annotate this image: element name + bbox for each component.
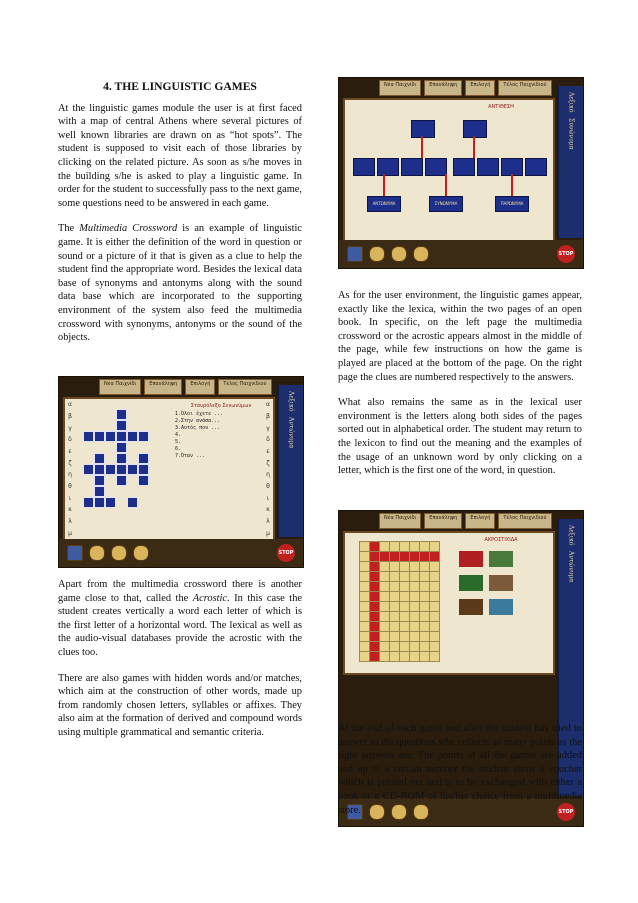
crossword-cell[interactable] [138, 431, 149, 442]
right-column [338, 289, 582, 490]
tab-new-game[interactable]: Νέα Παιχνίδι [379, 513, 421, 529]
crossword-cell[interactable] [138, 475, 149, 486]
book-spine[interactable] [277, 385, 303, 537]
tree-node[interactable] [401, 158, 423, 176]
tree-node[interactable] [353, 158, 375, 176]
clue-picture[interactable] [489, 551, 513, 567]
crossword-cell[interactable] [105, 497, 116, 508]
letter[interactable]: γ [266, 424, 270, 432]
tree-node[interactable] [411, 120, 435, 138]
letter[interactable]: γ [68, 424, 72, 432]
paragraph-user-environment: As for the user environment, the linguistic games appear, exactly like the lexica, within the two pages of an open book. In specific, on the left page the multimedia crossword or the acrostic appears almost in the middle of the page, while few instructions on how the game is played are placed at the bottom of the page. On the right page the clues are numbered respectively to the answers. [338, 290, 582, 383]
tree-node[interactable] [463, 120, 487, 138]
crossword-cell[interactable] [116, 442, 127, 453]
crossword-cell[interactable] [83, 497, 94, 508]
alphabet-right[interactable] [263, 399, 273, 539]
audio-icon[interactable] [133, 545, 149, 561]
left-page [345, 533, 451, 673]
crossword-cell[interactable] [94, 453, 105, 464]
paragraph-points: At the end of each game and after the student has tried to answer to the questions s/he collects as many points as the right answers are. The points of all the games are added and up to a certain number the student earns a voucher which is printed out and is to be exchanged with either a book or a CD-ROM of his/her choice from a multimedia store. [338, 723, 582, 816]
help-icon[interactable] [369, 246, 385, 262]
letter[interactable]: δ [68, 436, 72, 444]
crossword-cell[interactable] [116, 475, 127, 486]
spine-label: Λεξικό [567, 525, 575, 546]
letter[interactable]: η [266, 471, 270, 479]
letter[interactable]: ι [266, 494, 270, 502]
help-icon[interactable] [89, 545, 105, 561]
paragraph-acrostic: Apart from the multimedia crossword there is another game close to that, called the Acrostic. In this case the student creates vertically a word each letter of which is the first letter of a horizontal word. The lexical as well as the audio-visual databases provide the acrostic with the clues too. [58, 579, 303, 658]
clue-picture[interactable] [459, 575, 483, 591]
crossword-cell[interactable] [127, 431, 138, 442]
clue: 5. [175, 439, 182, 445]
tree-leaf-label: ΠΑΡΩΝΥΜΑ [500, 201, 524, 206]
clue-picture-flag[interactable] [459, 551, 483, 567]
crossword-title: Σταυρόλεξο Συνωνύμων [190, 403, 252, 409]
paragraph-crossword [58, 222, 302, 344]
alphabet-left[interactable] [65, 399, 75, 539]
open-book [63, 397, 275, 541]
right-page [449, 533, 553, 673]
letter[interactable]: β [68, 412, 72, 420]
game-toolbar [59, 539, 303, 567]
letter[interactable]: ι [68, 494, 72, 502]
letter[interactable]: ε [266, 447, 270, 455]
tab-new-game[interactable]: Νέα Παιχνίδι [99, 379, 141, 395]
tab-end-game[interactable]: Τέλος Παιχνιδιού [498, 513, 551, 529]
acrostic-cell[interactable] [429, 651, 440, 662]
tree-node[interactable] [525, 158, 547, 176]
letter[interactable]: κ [266, 506, 270, 514]
spine-label: Συνώνυμα [567, 118, 575, 151]
screen-tabs [379, 513, 552, 529]
italic-term: Multimedia Crossword [79, 223, 178, 235]
letter[interactable]: μ [266, 529, 270, 537]
paragraph-hidden-words: There are also games with hidden words and/or matches, which aim at the construction of other words, made up from randomly chosen letters, syllables or affixes. They also aim at the formation of derived and compound words using multiple grammatical and semantic criteria. [58, 672, 302, 738]
tree-connector [511, 174, 513, 198]
right-column-lower [338, 722, 582, 829]
spine-label: Λεξικό [567, 92, 575, 113]
open-book [343, 531, 555, 675]
crossword-cell[interactable] [116, 420, 127, 431]
section-title: 4. THE LINGUISTIC GAMES [103, 80, 257, 93]
stop-button[interactable]: STOP [557, 803, 575, 821]
open-book [343, 98, 555, 242]
paragraph-letters: What also remains the same as in the lexical user environment is the letters along both sides of the pages sorted out in alphabetical order. The student may return to the lexicon to find out the meaning and the examples of the usage of an unknown word by only clicking on a letter, which is the first one of the word, in question. [338, 397, 582, 477]
tab-repeat[interactable]: Επανάληψη [424, 80, 462, 96]
tree-title: ΑΝΤΙΘΕΣΗ [488, 104, 514, 110]
letter[interactable]: β [266, 412, 270, 420]
crossword-cell[interactable] [138, 464, 149, 475]
paragraph-crossword-text: The Multimedia Crossword is an example of linguistic game. It is either the definition of the word in question or sound or a picture of it that is given as a clue to help the student find the appropriate word. Besides the lexical data base of synonyms and antonyms along with the sound data base which are incorporated to the supporting environment of the system also feed the multimedia crossword with synonyms, antonyms or the sound of the objects. [58, 223, 302, 344]
crossword-cell[interactable] [105, 431, 116, 442]
paragraph-intro: At the linguistic games module the user is at first faced with a map of central Athens where several pictures of well known libraries are drawn on as “hot spots”. The student is supposed to visit each of those libraries by clicking on the related picture. As soon as s/he moves in the building s/he is asked to play a linguistic game. In order for the student to successfully pass to the next game, some questions need to be answered in each game. [58, 102, 302, 209]
letter[interactable]: θ [68, 482, 72, 490]
tree-leaf[interactable] [367, 196, 401, 212]
audio-icon[interactable] [413, 246, 429, 262]
clue: 3.Αυτός που ... [175, 425, 221, 431]
clue-picture-flag[interactable] [489, 599, 513, 615]
clue-picture[interactable] [489, 575, 513, 591]
spine-label: Αντώνυμα [567, 551, 575, 583]
crossword-screenshot [58, 376, 304, 568]
crossword-cell[interactable] [94, 431, 105, 442]
crossword-cell[interactable] [116, 431, 127, 442]
clue: 7.Όταν ... [175, 453, 206, 459]
letter[interactable]: η [68, 471, 72, 479]
screen-tabs [379, 80, 552, 96]
library-icon[interactable] [347, 246, 363, 262]
clue: 6. [175, 446, 182, 452]
crossword-cell[interactable] [83, 464, 94, 475]
screen-tabs [99, 379, 272, 395]
letter[interactable]: α [68, 401, 72, 409]
clue-list [169, 409, 273, 460]
book-spine[interactable] [557, 86, 583, 238]
tree-node[interactable] [477, 158, 499, 176]
tab-end-game[interactable]: Τέλος Παιχνιδιού [498, 80, 551, 96]
crossword-cell[interactable] [94, 475, 105, 486]
spine-label: Αντώνυμα [287, 417, 295, 449]
crossword-cell[interactable] [116, 464, 127, 475]
crossword-cell[interactable] [127, 464, 138, 475]
crossword-cell[interactable] [94, 486, 105, 497]
letter[interactable]: ζ [266, 459, 270, 467]
crossword-cell[interactable] [83, 431, 94, 442]
letter[interactable]: δ [266, 436, 270, 444]
clue-picture[interactable] [459, 599, 483, 615]
tree-node[interactable] [453, 158, 475, 176]
tree-connector [383, 174, 385, 198]
tab-repeat[interactable]: Επανάληψη [144, 379, 182, 395]
left-column-lower [58, 578, 302, 752]
tree-leaf[interactable] [429, 196, 463, 212]
crossword-cell[interactable] [94, 464, 105, 475]
clue: 2.Στην ανάσα... [175, 418, 221, 424]
crossword-cell[interactable] [138, 453, 149, 464]
crossword-grid[interactable] [83, 409, 163, 529]
acrostic-grid[interactable] [359, 541, 439, 661]
tree-leaf[interactable] [495, 196, 529, 212]
game-toolbar [339, 240, 583, 268]
crossword-cell[interactable] [116, 453, 127, 464]
notes-icon[interactable] [391, 246, 407, 262]
crossword-cell[interactable] [127, 497, 138, 508]
left-page [65, 399, 171, 539]
letter[interactable]: λ [266, 517, 270, 525]
tree-connector [473, 136, 475, 160]
clue: 4. [175, 432, 182, 438]
letter[interactable]: α [266, 401, 270, 409]
letter[interactable]: ε [68, 447, 72, 455]
tab-choice[interactable]: Επιλογή [185, 379, 215, 395]
notes-icon[interactable] [111, 545, 127, 561]
letter[interactable]: κ [68, 506, 72, 514]
spine-label: Λεξικό [287, 391, 295, 412]
crossword-cell[interactable] [116, 409, 127, 420]
tab-end-game[interactable]: Τέλος Παιχνιδιού [218, 379, 271, 395]
stop-button[interactable]: STOP [277, 544, 295, 562]
crossword-cell[interactable] [105, 464, 116, 475]
tree-connector [445, 174, 447, 198]
letter[interactable]: μ [68, 529, 72, 537]
tab-choice[interactable]: Επιλογή [465, 80, 495, 96]
right-page [169, 399, 273, 539]
italic-term: Acrostic [192, 592, 228, 604]
stop-button[interactable]: STOP [557, 245, 575, 263]
letter[interactable]: λ [68, 517, 72, 525]
clue: 1.Όλοι έχετε ... [175, 411, 224, 417]
antonym-tree-screenshot [338, 77, 584, 269]
left-column [58, 80, 302, 357]
letter[interactable]: ζ [68, 459, 72, 467]
tab-choice[interactable]: Επιλογή [465, 513, 495, 529]
acrostic-title: ΑΚΡΟΣΤΙΧΙΔΑ [484, 537, 518, 543]
tree-leaf-label: ΣΥΝΩΝΥΜΑ [434, 201, 458, 206]
crossword-cell[interactable] [94, 497, 105, 508]
tab-repeat[interactable]: Επανάληψη [424, 513, 462, 529]
library-icon[interactable] [67, 545, 83, 561]
tree-leaf-label: ΑΝΤΩΝΥΜΑ [372, 201, 396, 206]
tree-connector [421, 136, 423, 160]
letter[interactable]: θ [266, 482, 270, 490]
tree-node[interactable] [377, 158, 399, 176]
tab-new-game[interactable]: Νέα Παιχνίδι [379, 80, 421, 96]
tree-node[interactable] [425, 158, 447, 176]
